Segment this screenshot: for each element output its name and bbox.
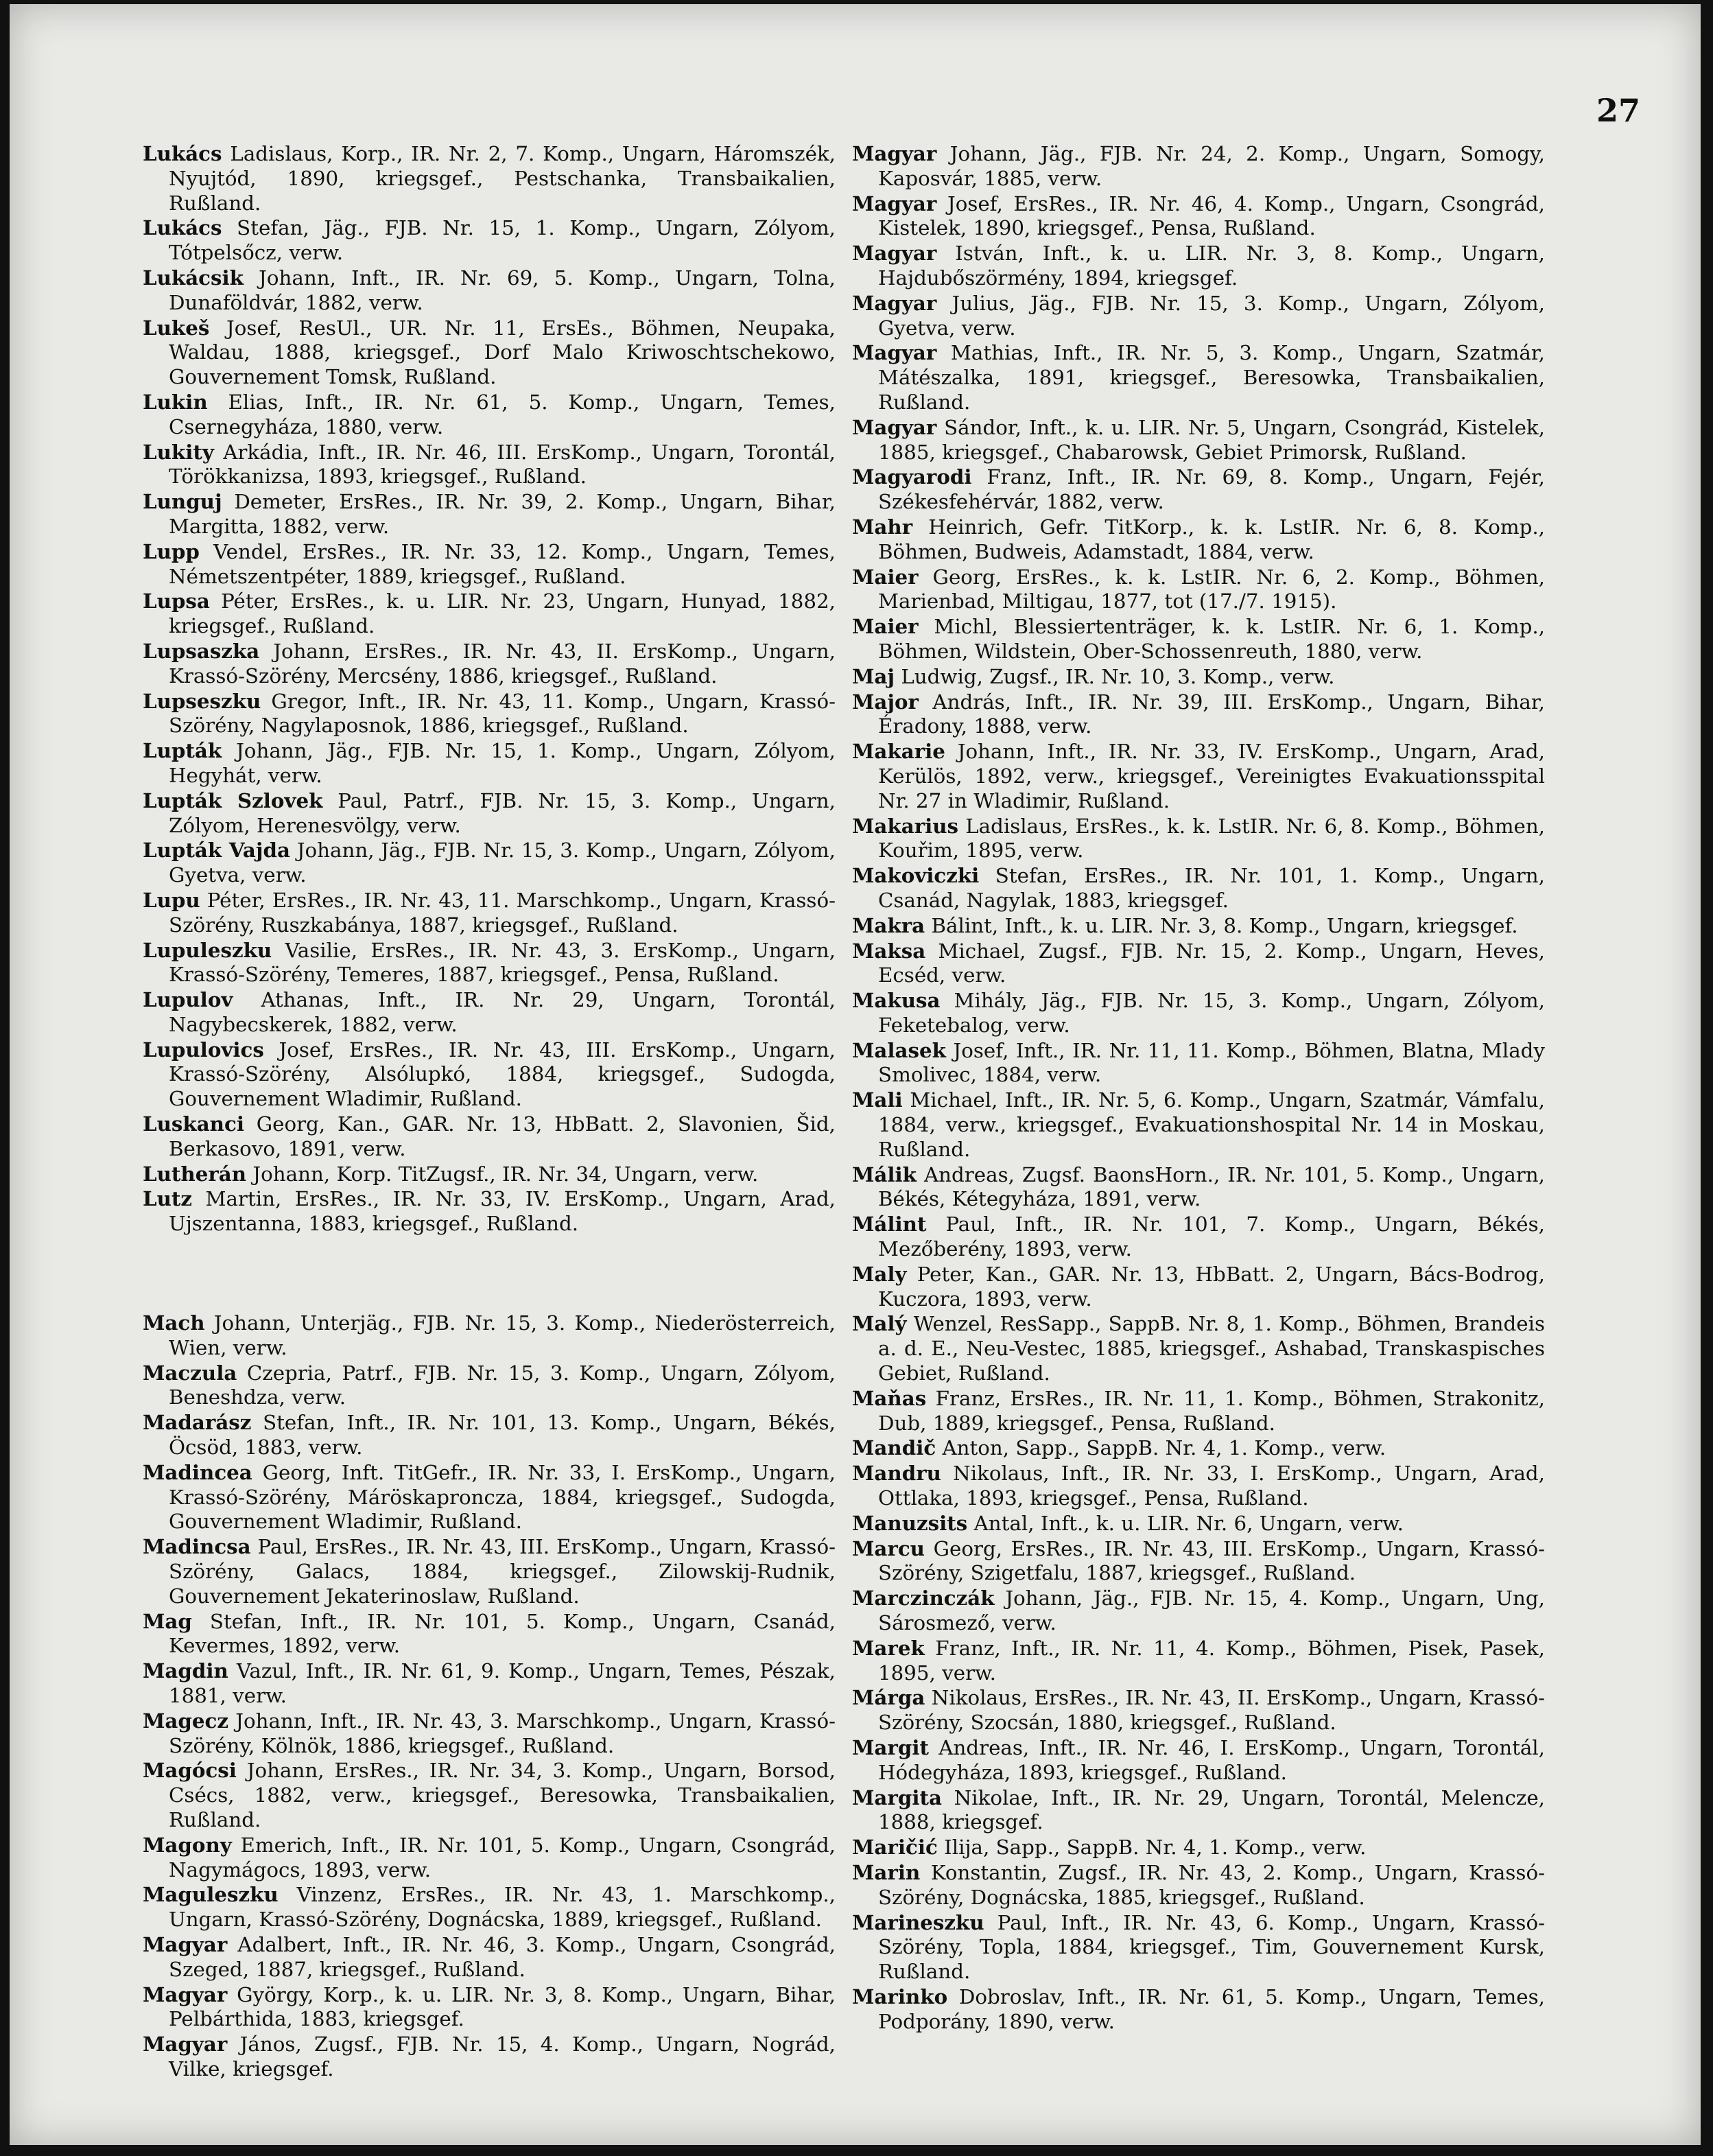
section-gap [143, 1237, 836, 1311]
entry-details: Vasilie, ErsRes., IR. Nr. 43, 3. ErsKomp., Ungarn, Krassó-Szörény, Temeres, 1887, kriegsgef., Pensa, Rußland. [169, 938, 836, 987]
entry-surname: Magecz [143, 1708, 229, 1733]
entry-details: Nikolaus, ErsRes., IR. Nr. 43, II. ErsKomp., Ungarn, Krassó-Szörény, Szocsán, 1880, kriegsgef., Rußland. [878, 1686, 1545, 1735]
entry-surname: Mandič [852, 1436, 936, 1460]
entry-details: Stefan, Inft., IR. Nr. 101, 13. Komp., Ungarn, Békés, Öcsöd, 1883, verw. [169, 1411, 836, 1460]
entry-details: Georg, ErsRes., IR. Nr. 43, III. ErsKomp., Ungarn, Krassó-Szörény, Szigetfalu, 1887, kriegsgef., Rußland. [878, 1536, 1545, 1585]
list-entry [852, 1038, 1545, 1088]
entry-surname: Margit [852, 1735, 929, 1759]
list-entry [143, 1709, 836, 1759]
entry-surname: Mahr [852, 514, 913, 539]
list-entry [143, 1659, 836, 1709]
entry-details: Antal, Inft., k. u. LIR. Nr. 6, Ungarn, verw. [973, 1511, 1404, 1535]
entry-details: Johann, Inft., IR. Nr. 69, 5. Komp., Ungarn, Tolna, Dunaföldvár, 1882, verw. [169, 266, 836, 314]
entry-details: Wenzel, ResSapp., SappB. Nr. 8, 1. Komp., Böhmen, Brandeis a. d. E., Neu-Vestec, 1885, kriegsgef., Ashabad, Transkaspisches Gebiet, Rußland. [878, 1312, 1545, 1385]
entry-surname: Lupseszku [143, 688, 261, 713]
list-entry [852, 1735, 1545, 1785]
list-entry [143, 1186, 836, 1237]
entry-details: Paul, Inft., IR. Nr. 101, 7. Komp., Ungarn, Békés, Mezőberény, 1893, verw. [878, 1212, 1545, 1261]
entry-surname: Madincea [143, 1460, 252, 1484]
entry-surname: Makoviczki [852, 863, 980, 888]
list-entry [852, 1511, 1545, 1536]
entry-surname: Magyar [143, 1982, 228, 2006]
entry-details: Sándor, Inft., k. u. LIR. Nr. 5, Ungarn, Csongrád, Kistelek, 1885, kriegsgef., Chabarowsk, Gebiet Primorsk, Rußland. [878, 415, 1545, 464]
list-entry [852, 1860, 1545, 1910]
entry-details: Franz, Inft., IR. Nr. 69, 8. Komp., Ungarn, Fejér, Székesfehérvár, 1882, verw. [878, 465, 1545, 514]
list-entry [143, 215, 836, 266]
entry-details: András, Inft., IR. Nr. 39, III. ErsKomp., Ungarn, Bihar, Éradony, 1888, verw. [878, 690, 1545, 738]
entry-surname: Lupu [143, 887, 200, 912]
entry-details: Johann, Jäg., FJB. Nr. 24, 2. Komp., Ungarn, Somogy, Kaposvár, 1885, verw. [878, 142, 1545, 190]
entry-details: Czepria, Patrf., FJB. Nr. 15, 3. Komp., Ungarn, Zólyom, Beneshdza, verw. [169, 1361, 836, 1409]
entry-details: Georg, Inft. TitGefr., IR. Nr. 33, I. ErsKomp., Ungarn, Krassó-Szörény, Máröskaproncza, 1884, kriegsgef., Sudogda, Gouvernement Wladimir, Rußland. [169, 1460, 836, 1534]
entry-details: Ilija, Sapp., SappB. Nr. 4, 1. Komp., verw. [944, 1836, 1367, 1860]
entry-surname: Maier [852, 614, 919, 639]
list-entry [852, 863, 1545, 913]
entry-surname: Marin [852, 1860, 921, 1884]
entry-details: Johann, Jäg., FJB. Nr. 15, 3. Komp., Ungarn, Zólyom, Gyetva, verw. [169, 839, 836, 887]
entry-details: Anton, Sapp., SappB. Nr. 4, 1. Komp., verw. [942, 1436, 1386, 1460]
entry-surname: Lunguj [143, 489, 222, 514]
list-entry [143, 1410, 836, 1460]
list-entry [852, 1386, 1545, 1436]
list-entry [852, 241, 1545, 291]
list-entry [143, 888, 836, 938]
list-entry [852, 565, 1545, 615]
entry-surname: Maier [852, 564, 919, 589]
list-entry [143, 390, 836, 440]
list-entry [143, 838, 836, 888]
list-entry [143, 1361, 836, 1411]
entry-surname: Lupulovics [143, 1037, 264, 1062]
list-entry [143, 1609, 836, 1659]
list-entry [852, 1088, 1545, 1162]
entry-details: Peter, Kan., GAR. Nr. 13, HbBatt. 2, Ungarn, Bács-Bodrog, Kuczora, 1893, verw. [878, 1262, 1545, 1311]
entry-details: Johann, Unterjäg., FJB. Nr. 15, 3. Komp., Niederösterreich, Wien, verw. [169, 1311, 836, 1359]
entry-details: Georg, ErsRes., k. k. LstIR. Nr. 6, 2. Komp., Böhmen, Marienbad, Miltigau, 1877, tot (17./7. 1915). [878, 565, 1545, 613]
entry-surname: Lupták Vajda [143, 838, 290, 863]
entry-details: István, Inft., k. u. LIR. Nr. 3, 8. Komp., Ungarn, Hajdubőszörmény, 1894, kriegsgef. [878, 242, 1545, 290]
entry-surname: Madarász [143, 1410, 252, 1435]
list-entry [852, 913, 1545, 939]
entry-details: Ludwig, Zugsf., IR. Nr. 10, 3. Komp., verw. [901, 664, 1335, 688]
list-entry [143, 1932, 836, 1982]
list-entry [143, 788, 836, 839]
entry-details: Michael, Inft., IR. Nr. 5, 6. Komp., Ungarn, Szatmár, Vámfalu, 1884, verw., kriegsgef., Evakuationshospital Nr. 14 in Moskau, Rußland. [878, 1088, 1545, 1161]
entry-details: Josef, ErsRes., IR. Nr. 43, III. ErsKomp., Ungarn, Krassó-Szörény, Alsólupkó, 1884, kriegsgef., Sudogda, Gouvernement Wladimir, Rußland. [169, 1038, 836, 1111]
list-entry [852, 465, 1545, 515]
entry-details: Mathias, Inft., IR. Nr. 5, 3. Komp., Ungarn, Szatmár, Mátészalka, 1891, kriegsgef., Beresowka, Transbaikalien, Rußland. [878, 341, 1545, 414]
entry-details: Mihály, Jäg., FJB. Nr. 15, 3. Komp., Ungarn, Zólyom, Feketebalog, verw. [878, 989, 1545, 1037]
entry-details: Andreas, Zugsf. BaonsHorn., IR. Nr. 101, 5. Komp., Ungarn, Békés, Kétegyháza, 1891, verw. [878, 1162, 1545, 1211]
entry-surname: Magony [143, 1832, 232, 1857]
entry-surname: Makarie [852, 739, 945, 764]
entry-details: Bálint, Inft., k. u. LIR. Nr. 3, 8. Komp., Ungarn, kriegsgef. [931, 913, 1518, 937]
list-entry [143, 1112, 836, 1162]
list-entry [143, 1758, 836, 1832]
entry-surname: Marcu [852, 1536, 925, 1560]
entry-surname: Lukin [143, 389, 208, 414]
entry-surname: Makarius [852, 813, 959, 838]
entry-surname: Magyar [852, 340, 937, 365]
list-entry [143, 1038, 836, 1112]
entry-surname: Malasek [852, 1038, 946, 1062]
list-entry [143, 1833, 836, 1883]
entry-surname: Maňas [852, 1385, 927, 1410]
list-entry [143, 316, 836, 390]
list-entry [852, 739, 1545, 813]
list-entry [143, 1534, 836, 1608]
entry-details: Vinzenz, ErsRes., IR. Nr. 43, 1. Marschkomp., Ungarn, Krassó-Szörény, Dognácska, 1889, kriegsgef., Rußland. [169, 1883, 836, 1932]
list-entry [143, 938, 836, 988]
entry-surname: Maksa [852, 938, 926, 963]
entry-details: Vendel, ErsRes., IR. Nr. 33, 12. Komp., Ungarn, Temes, Németszentpéter, 1889, kriegsgef., Rußland. [169, 539, 836, 588]
entry-details: Emerich, Inft., IR. Nr. 101, 5. Komp., Ungarn, Csongrád, Nagymágocs, 1893, verw. [169, 1833, 836, 1882]
entry-details: Adalbert, Inft., IR. Nr. 46, 3. Komp., Ungarn, Csongrád, Szeged, 1887, kriegsgef., Rußland. [169, 1932, 836, 1981]
entry-surname: Maričić [852, 1835, 938, 1860]
entry-details: Dobroslav, Inft., IR. Nr. 61, 5. Komp., Ungarn, Temes, Podporány, 1890, verw. [878, 1984, 1545, 2033]
entry-details: János, Zugsf., FJB. Nr. 15, 4. Komp., Ungarn, Nográd, Vilke, kriegsgef. [169, 2032, 836, 2081]
entry-details: Vazul, Inft., IR. Nr. 61, 9. Komp., Ungarn, Temes, Pészak, 1881, verw. [169, 1659, 836, 1708]
entry-details: Konstantin, Zugsf., IR. Nr. 43, 2. Komp., Ungarn, Krassó-Szörény, Dognácska, 1885, kriegsgef., Rußland. [878, 1860, 1545, 1909]
list-entry [852, 1984, 1545, 2035]
list-entry [852, 664, 1545, 690]
entry-details: Martin, ErsRes., IR. Nr. 33, IV. ErsKomp., Ungarn, Arad, Ujszentanna, 1883, kriegsgef., Rußland. [169, 1187, 836, 1236]
list-entry [143, 639, 836, 689]
entry-details: Heinrich, Gefr. TitKorp., k. k. LstIR. Nr. 6, 8. Komp., Böhmen, Budweis, Adamstadt, 1884, verw. [878, 515, 1545, 563]
list-entry [852, 1162, 1545, 1212]
entry-surname: Lukács [143, 141, 222, 165]
list-entry [143, 987, 836, 1038]
entry-details: Michael, Zugsf., FJB. Nr. 15, 2. Komp., Ungarn, Heves, Ecséd, verw. [878, 939, 1545, 987]
list-entry [143, 1982, 836, 2032]
entry-surname: Margita [852, 1785, 942, 1809]
entry-details: Gregor, Inft., IR. Nr. 43, 11. Komp., Ungarn, Krassó-Szörény, Nagylaposnok, 1886, kriegsgef., Rußland. [169, 689, 836, 738]
entry-surname: Magyarodi [852, 465, 972, 489]
list-entry [852, 1461, 1545, 1511]
list-entry [852, 340, 1545, 414]
entry-details: Josef, Inft., IR. Nr. 11, 11. Komp., Böhmen, Blatna, Mlady Smolivec, 1884, verw. [878, 1038, 1545, 1087]
entry-surname: Maj [852, 664, 895, 688]
list-entry [852, 988, 1545, 1038]
entry-details: Johann, Jäg., FJB. Nr. 15, 1. Komp., Ungarn, Zólyom, Hegyhát, verw. [169, 739, 836, 787]
entry-details: Julius, Jäg., FJB. Nr. 15, 3. Komp., Ungarn, Zólyom, Gyetva, verw. [878, 291, 1545, 340]
entry-surname: Lupulov [143, 987, 233, 1012]
list-entry [852, 1685, 1545, 1735]
entry-surname: Manuzsits [852, 1510, 968, 1535]
entry-details: Athanas, Inft., IR. Nr. 29, Ungarn, Torontál, Nagybecskerek, 1882, verw. [169, 988, 836, 1036]
list-entry [852, 1910, 1545, 1984]
entry-surname: Makra [852, 913, 925, 937]
entry-details: Johann, Jäg., FJB. Nr. 15, 4. Komp., Ungarn, Ung, Sárosmező, verw. [878, 1586, 1545, 1635]
list-entry [143, 1162, 836, 1187]
entry-surname: Maly [852, 1261, 907, 1286]
entry-surname: Lupsa [143, 589, 210, 613]
entry-details: Péter, ErsRes., k. u. LIR. Nr. 23, Ungarn, Hunyad, 1882, kriegsgef., Rußland. [169, 589, 836, 638]
entry-details: Nikolaus, Inft., IR. Nr. 33, I. ErsKomp., Ungarn, Arad, Ottlaka, 1893, kriegsgef., Pensa, Rußland. [878, 1462, 1545, 1510]
entry-surname: Magyar [852, 290, 937, 315]
entry-surname: Marczinczák [852, 1586, 995, 1610]
entry-surname: Lupuleszku [143, 937, 272, 962]
list-entry [143, 1882, 836, 1932]
entry-details: Péter, ErsRes., IR. Nr. 43, 11. Marschkomp., Ungarn, Krassó-Szörény, Ruszkabánya, 1887, kriegsgef., Rußland. [169, 888, 836, 937]
entry-surname: Málik [852, 1162, 917, 1186]
list-entry [852, 415, 1545, 465]
list-entry [143, 266, 836, 316]
entry-surname: Madincsa [143, 1534, 251, 1559]
entry-details: Nikolae, Inft., IR. Nr. 29, Ungarn, Torontál, Melencze, 1888, kriegsgef. [878, 1785, 1545, 1834]
list-entry [143, 589, 836, 639]
list-entry [143, 489, 836, 539]
list-entry [852, 1835, 1545, 1860]
entry-surname: Málint [852, 1212, 927, 1237]
entry-surname: Magyar [143, 2032, 228, 2057]
entry-surname: Lukeš [143, 315, 210, 340]
list-entry [852, 1262, 1545, 1312]
entry-surname: Lupp [143, 539, 200, 563]
list-entry [852, 690, 1545, 740]
entry-surname: Maguleszku [143, 1882, 279, 1907]
list-entry [852, 1311, 1545, 1385]
entry-details: Johann, Inft., IR. Nr. 43, 3. Marschkomp., Ungarn, Krassó-Szörény, Kölnök, 1886, kriegsgef., Rußland. [169, 1709, 836, 1757]
list-entry [143, 689, 836, 739]
entry-details: Ladislaus, Korp., IR. Nr. 2, 7. Komp., Ungarn, Háromszék, Nyujtód, 1890, kriegsgef., Pestschanka, Transbaikalien, Rußland. [169, 142, 836, 215]
entry-details: Josef, ResUl., UR. Nr. 11, ErsEs., Böhmen, Neupaka, Waldau, 1888, kriegsgef., Dorf Malo Kriwoschtschekowo, Gouvernement Tomsk, Rußland. [169, 316, 836, 389]
list-entry [143, 141, 836, 215]
entry-details: Stefan, Jäg., FJB. Nr. 15, 1. Komp., Ungarn, Zólyom, Tótpelsőcz, verw. [169, 216, 836, 265]
entry-details: Arkádia, Inft., IR. Nr. 46, III. ErsKomp., Ungarn, Torontál, Törökkanizsa, 1893, kriegsgef., Rußland. [169, 440, 836, 489]
entry-surname: Marineszku [852, 1910, 984, 1934]
entry-details: Demeter, ErsRes., IR. Nr. 39, 2. Komp., Ungarn, Bihar, Margitta, 1882, verw. [169, 490, 836, 538]
entry-details: Stefan, Inft., IR. Nr. 101, 5. Komp., Ungarn, Csanád, Kevermes, 1892, verw. [169, 1609, 836, 1658]
list-entry [852, 814, 1545, 864]
list-entry [852, 141, 1545, 191]
entry-surname: Luskanci [143, 1112, 244, 1136]
list-entry [143, 738, 836, 788]
entry-surname: Magyar [143, 1932, 228, 1956]
entry-surname: Makusa [852, 988, 941, 1013]
entry-details: Michl, Blessiertenträger, k. k. LstIR. Nr. 6, 1. Komp., Böhmen, Wildstein, Ober-Schossenreuth, 1880, verw. [878, 615, 1545, 663]
entry-details: Elias, Inft., IR. Nr. 61, 5. Komp., Ungarn, Temes, Csernegyháza, 1880, verw. [169, 390, 836, 438]
entry-surname: Magyar [852, 191, 937, 215]
left-column [143, 141, 836, 2082]
list-entry [852, 1436, 1545, 1461]
list-entry [143, 1460, 836, 1534]
list-entry [852, 1586, 1545, 1636]
entry-surname: Lupták [143, 738, 222, 763]
list-entry [143, 539, 836, 589]
list-entry [143, 1311, 836, 1361]
right-column [852, 141, 1545, 2035]
list-entry [852, 614, 1545, 664]
entry-surname: Lupták Szlovek [143, 788, 323, 812]
entry-surname: Maczula [143, 1360, 237, 1385]
entry-surname: Lukácsik [143, 265, 244, 290]
entry-surname: Magyar [852, 141, 937, 165]
list-entry [852, 939, 1545, 989]
entry-surname: Lukity [143, 439, 214, 464]
entry-surname: Lutz [143, 1186, 193, 1211]
entry-details: Andreas, Inft., IR. Nr. 46, I. ErsKomp., Ungarn, Torontál, Hódegyháza, 1893, kriegsgef., Rußland. [878, 1736, 1545, 1784]
entry-surname: Mach [143, 1311, 205, 1335]
entry-surname: Magdin [143, 1659, 228, 1683]
list-entry [143, 440, 836, 490]
entry-surname: Lutherán [143, 1161, 247, 1186]
list-entry [852, 1212, 1545, 1262]
entry-details: Stefan, ErsRes., IR. Nr. 101, 1. Komp., Ungarn, Csanád, Nagylak, 1883, kriegsgef. [878, 864, 1545, 912]
list-entry [852, 191, 1545, 242]
entry-surname: Márga [852, 1685, 925, 1710]
list-entry [852, 291, 1545, 341]
entry-surname: Marinko [852, 1984, 948, 2008]
entry-details: Paul, Patrf., FJB. Nr. 15, 3. Komp., Ungarn, Zólyom, Herenesvölgy, verw. [169, 788, 836, 837]
entry-details: Josef, ErsRes., IR. Nr. 46, 4. Komp., Ungarn, Csongrád, Kistelek, 1890, kriegsgef., Pensa, Rußland. [878, 191, 1545, 240]
entry-details: Johann, Korp. TitZugsf., IR. Nr. 34, Ungarn, verw. [252, 1162, 759, 1186]
entry-details: Johann, Inft., IR. Nr. 33, IV. ErsKomp., Ungarn, Arad, Kerülös, 1892, verw., kriegsgef., Vereinigtes Evakuationsspital Nr. 27 in Wladimir, Rußland. [878, 740, 1545, 812]
entry-surname: Magyar [852, 414, 937, 439]
entry-surname: Marek [852, 1635, 925, 1660]
list-entry [852, 515, 1545, 565]
entry-surname: Lupsaszka [143, 638, 260, 663]
entry-surname: Major [852, 689, 919, 714]
entry-details: György, Korp., k. u. LIR. Nr. 3, 8. Komp., Ungarn, Bihar, Pelbárthida, 1883, kriegsgef. [169, 1982, 836, 2031]
list-entry [143, 2032, 836, 2082]
entry-details: Paul, ErsRes., IR. Nr. 43, III. ErsKomp., Ungarn, Krassó-Szörény, Galacs, 1884, kriegsgef., Zilowskij-Rudnik, Gouvernement Jekaterinoslaw, Rußland. [169, 1535, 836, 1608]
entry-details: Georg, Kan., GAR. Nr. 13, HbBatt. 2, Slavonien, Šid, Berkasovo, 1891, verw. [169, 1112, 836, 1160]
entry-surname: Magócsi [143, 1758, 237, 1783]
entry-surname: Magyar [852, 241, 937, 266]
list-entry [852, 1536, 1545, 1586]
entry-surname: Malý [852, 1311, 907, 1336]
list-entry [852, 1785, 1545, 1836]
page-number: 27 [1596, 92, 1640, 129]
entry-details: Franz, ErsRes., IR. Nr. 11, 1. Komp., Böhmen, Strakonitz, Dub, 1889, kriegsgef., Pensa, Rußland. [878, 1386, 1545, 1435]
list-entry [852, 1636, 1545, 1686]
entry-surname: Lukács [143, 215, 222, 240]
entry-surname: Mandru [852, 1461, 941, 1486]
entry-details: Paul, Inft., IR. Nr. 43, 6. Komp., Ungarn, Krassó-Szörény, Topla, 1884, kriegsgef., Tim, Gouvernement Kursk, Rußland. [878, 1910, 1545, 1984]
entry-details: Ladislaus, ErsRes., k. k. LstIR. Nr. 6, 8. Komp., Böhmen, Kouřim, 1895, verw. [878, 814, 1545, 863]
entry-details: Johann, ErsRes., IR. Nr. 43, II. ErsKomp., Ungarn, Krassó-Szörény, Mercsény, 1886, kriegsgef., Rußland. [169, 639, 836, 688]
entry-details: Johann, ErsRes., IR. Nr. 34, 3. Komp., Ungarn, Borsod, Csécs, 1882, verw., kriegsgef., Beresowka, Transbaikalien, Rußland. [169, 1759, 836, 1831]
entry-surname: Mali [852, 1088, 903, 1112]
entry-details: Franz, Inft., IR. Nr. 11, 4. Komp., Böhmen, Pisek, Pasek, 1895, verw. [878, 1636, 1545, 1685]
entry-surname: Mag [143, 1608, 192, 1633]
scanned-page [10, 4, 1701, 2145]
